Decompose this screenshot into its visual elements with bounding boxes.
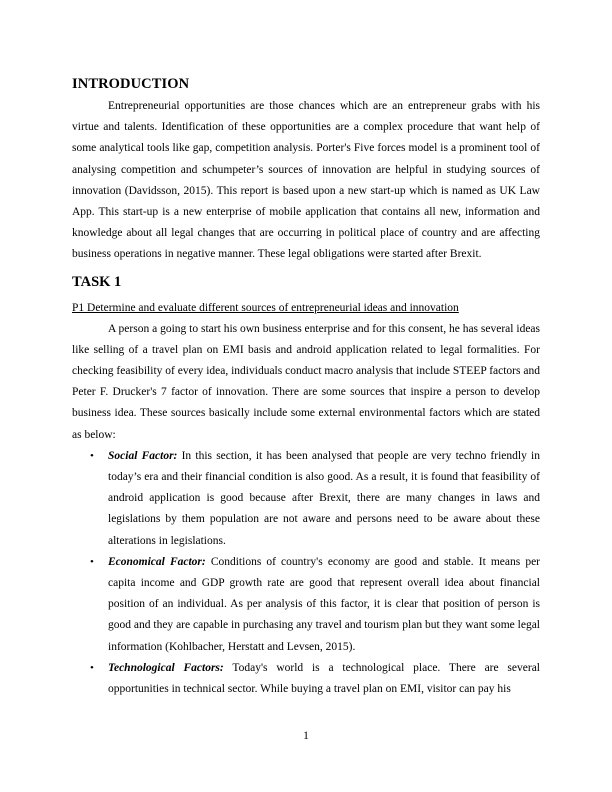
document-page bbox=[72, 76, 540, 700]
factor-text: Today's world is a technological place. There are several opportunities in technical sector. While buying a travel plan on EMI, visitor can pay his bbox=[108, 661, 540, 696]
factor-text: Conditions of country's economy are good and stable. It means per capita income and GDP growth rate are good that represent overall idea about financial position of an individual. As per analysis of this factor, it is clear that position of person is good and they are capable in purchasing any travel and tourism plan but they want some legal information (Kohlbacher, Herstatt and Levsen, 2015). bbox=[108, 555, 540, 653]
introduction-heading: INTRODUCTION bbox=[72, 76, 190, 92]
task-paragraph: A person a going to start his own business enterprise and for this consent, he has several ideas like selling of a travel plan on EMI basis and android application related to legal formalities. For checking feasibility of every idea, individuals conduct macro analysis that include STEEP factors and Peter F. Drucker's 7 factor of innovation. There are some sources that inspire a person to develop business idea. These sources basically include some external environmental factors which are stated as below: bbox=[72, 322, 540, 441]
page-number: 1 bbox=[303, 730, 309, 742]
list-item bbox=[72, 552, 540, 658]
factor-text: In this section, it has been analysed that people are very techno friendly in today’s era and their financial condition is also good. As a result, it is found that feasibility of android application is good because after Brexit, there are many changes in laws and legislations by them population are not aware and persons need to be aware about these alterations in legislations. bbox=[108, 449, 540, 547]
bullet-icon: • bbox=[90, 661, 94, 674]
factor-term: Social Factor: bbox=[108, 449, 178, 462]
factor-list bbox=[72, 446, 540, 700]
introduction-paragraph: Entrepreneurial opportunities are those chances which are an entrepreneur grabs with his virtue and talents. Identification of these opportunities are a complex procedure that want help of some analytical tools like gap, competition analysis. Porter's Five forces model is a prominent tool of analysing competition and schumpeter’s sources of innovation are helpful in studying sources of innovation (Davidsson, 2015). This report is based upon a new start-up which is named as UK Law App. This start-up is a new enterprise of mobile application that contains all new, information and knowledge about all legal changes that are occurring in political place of country and are affecting business operations in negative manner. These legal obligations were started after Brexit. bbox=[72, 100, 540, 261]
list-item bbox=[72, 446, 540, 552]
list-item bbox=[72, 658, 540, 700]
factor-term: Technological Factors: bbox=[108, 661, 224, 674]
bullet-icon: • bbox=[90, 555, 94, 568]
task-subheading: P1 Determine and evaluate different sources of entrepreneurial ideas and innovation bbox=[72, 301, 459, 314]
task-heading: TASK 1 bbox=[72, 273, 122, 290]
bullet-icon: • bbox=[90, 449, 94, 462]
factor-term: Economical Factor: bbox=[108, 555, 206, 568]
